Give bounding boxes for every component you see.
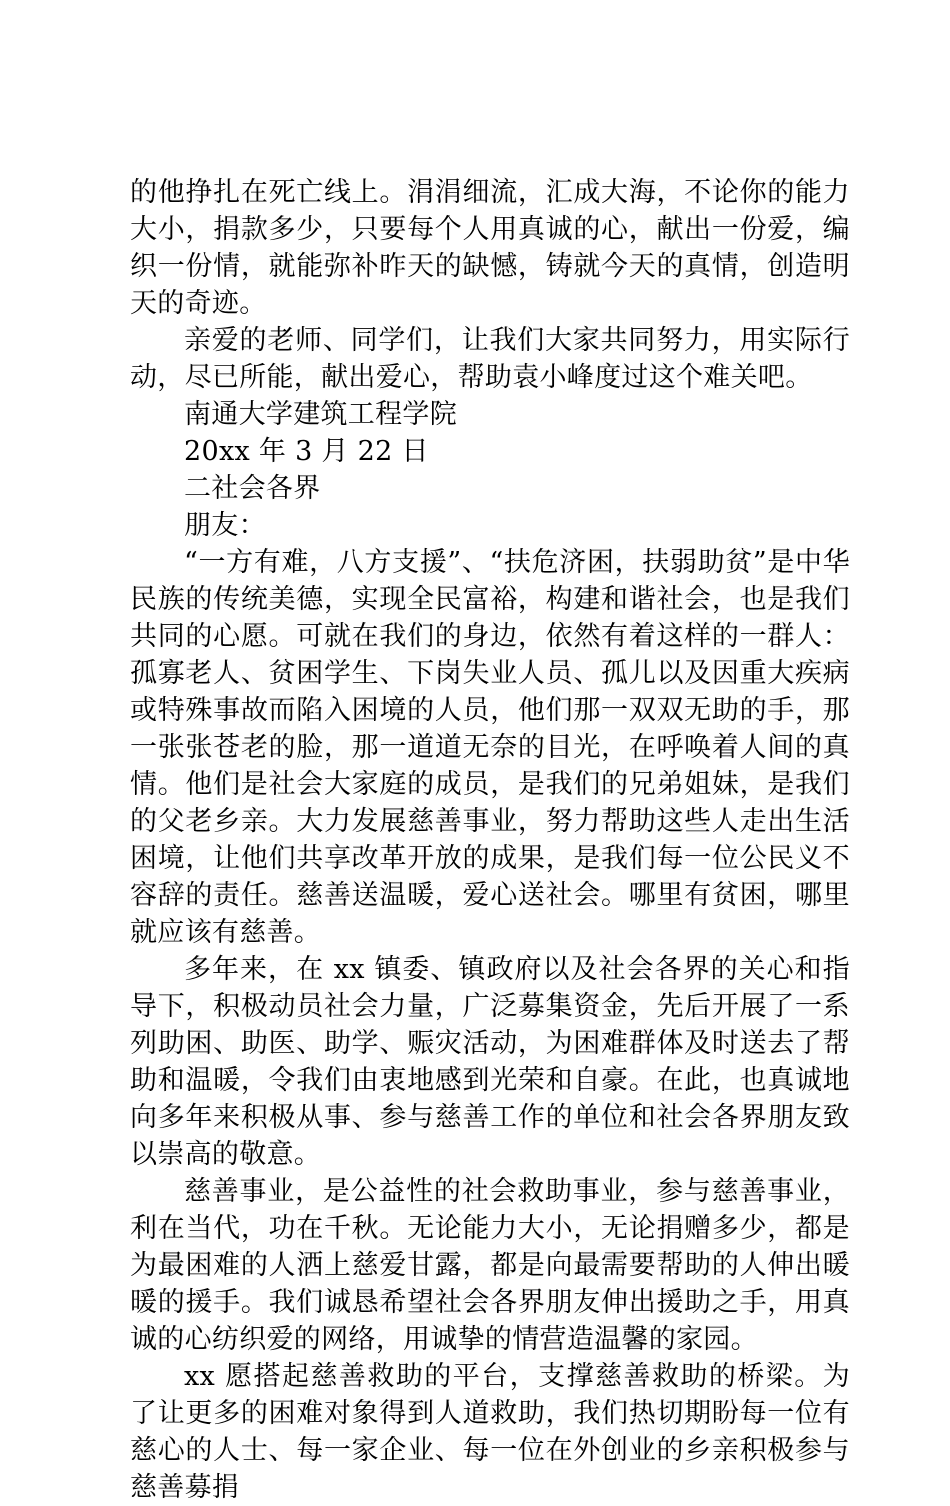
paragraph-platform: xx 愿搭起慈善救助的平台，支撑慈善救助的桥梁。为了让更多的困难对象得到人道救助，我们热切期盼每一位有慈心的人士、每一家企业、每一位在外创业的乡亲积极参与慈善募捐 [130, 1361, 850, 1503]
signature-date: 20xx 年 3 月 22 日 [184, 436, 429, 467]
signature-organization: 南通大学建筑工程学院 [184, 399, 457, 430]
paragraph-history: 多年来，在 xx 镇委、镇政府以及社会各界的关心和指导下，积极动员社会力量，广泛募集资金，先后开展了一系列助困、助医、助学、赈灾活动，为困难群体及时送去了帮助和温暖，令我们由衷地感到光荣和自豪。在此，也真诚地向多年来积极从事、参与慈善工作的单位和社会各界朋友致以崇高的敬意。 [130, 954, 850, 1170]
paragraph-intro: “一方有难，八方支援”、“扶危济困，扶弱助贫”是中华民族的传统美德，实现全民富裕，构建和谐社会，也是我们共同的心愿。可就在我们的身边，依然有着这样的一群人：孤寡老人、贫困学生、下岗失业人员、孤儿以及因重大疾病或特殊事故而陷入困境的人员，他们那一双双无助的手，那一张张苍老的脸，那一道道无奈的目光，在呼唤着人间的真情。他们是社会大家庭的成员，是我们的兄弟姐妹，是我们的父老乡亲。大力发展慈善事业，努力帮助这些人走出生活困境，让他们共享改革开放的成果，是我们每一位公民义不容辞的责任。慈善送温暖，爱心送社会。哪里有贫困，哪里就应该有慈善。 [130, 547, 850, 948]
paragraph-charity: 慈善事业，是公益性的社会救助事业，参与慈善事业，利在当代，功在千秋。无论能力大小，无论捐赠多少，都是为最困难的人洒上慈爱甘露，都是向最需要帮助的人伸出暖暖的援手。我们诚恳希望社会各界朋友伸出援助之手，用真诚的心纺织爱的网络，用诚挚的情营造温馨的家园。 [130, 1176, 850, 1355]
document-page [130, 174, 850, 1506]
section-heading: 二社会各界 [184, 473, 321, 504]
paragraph-appeal: 亲爱的老师、同学们，让我们大家共同努力，用实际行动，尽已所能，献出爱心，帮助袁小峰度过这个难关吧。 [130, 325, 850, 393]
salutation: 朋友： [184, 510, 266, 541]
paragraph-continuation: 的他挣扎在死亡线上。涓涓细流，汇成大海，不论你的能力大小，捐款多少，只要每个人用真诚的心，献出一份爱，编织一份情，就能弥补昨天的缺憾，铸就今天的真情，创造明天的奇迹。 [130, 177, 850, 319]
